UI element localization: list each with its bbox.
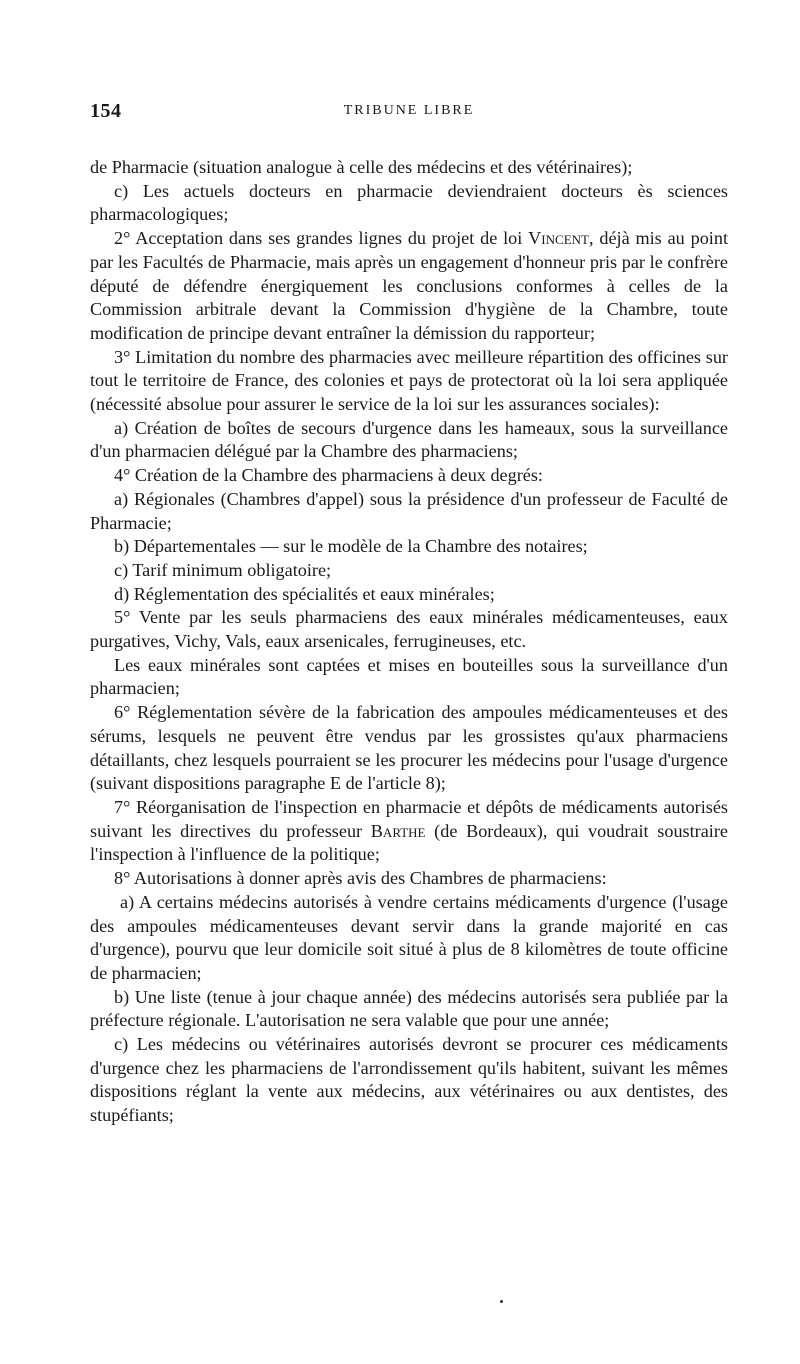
running-title: TRIBUNE LIBRE <box>343 103 475 118</box>
paragraph: 4° Création de la Chambre des pharmaciens à deux degrés: <box>114 465 543 486</box>
author-name: Vincent <box>528 228 589 249</box>
paragraph: b) Départementales — sur le modèle de la Chambre des notaires; <box>114 536 588 557</box>
paragraph: a) Régionales (Chambres d'appel) sous la présidence d'un professeur de Faculté de Pharmacie; <box>90 488 728 533</box>
author-name: Barthe <box>370 820 426 841</box>
print-speck <box>500 1300 503 1303</box>
paragraph: b) Une liste (tenue à jour chaque année) des médecins autorisés sera publiée par la préfecture régionale. L'autorisation ne sera valable que pour une année; <box>90 986 728 1031</box>
body-text <box>90 156 728 1128</box>
paragraph: 6° Réglementation sévère de la fabrication des ampoules médicamenteuses et des sérums, lesquels ne peuvent être vendus par les grossistes qu'aux pharmaciens détaillants, chez lesquels pourraient se les procurer les médecins pour l'usage d'urgence (suivant dispositions paragraphe E de l'article 8); <box>90 702 728 794</box>
paragraph: a) Création de boîtes de secours d'urgence dans les hameaux, sous la surveillance d'un pharmacien délégué par la Chambre des pharmaciens; <box>90 417 728 462</box>
paragraph: Les eaux minérales sont captées et mises en bouteilles sous la surveillance d'un pharmacien; <box>90 654 728 699</box>
page-header <box>90 100 728 130</box>
paragraph: 3° Limitation du nombre des pharmacies avec meilleure répartition des officines sur tout le territoire de France, des colonies et pays de protectorat où la loi sera appliquée (nécessité absolue pour assurer le service de la loi sur les assurances sociales): <box>90 346 728 415</box>
paragraph: c) Tarif minimum obligatoire; <box>114 559 332 580</box>
paragraph: de Pharmacie (situation analogue à celle des médecins et des vétérinaires); <box>90 157 633 177</box>
paragraph: c) Les médecins ou vétérinaires autorisés devront se procurer ces médicaments d'urgence chez les pharmaciens de l'arrondissement qu'ils habitent, suivant les mêmes dispositions réglant la vente aux médecins, aux vétérinaires ou aux dentistes, des stupéfiants; <box>90 1034 728 1126</box>
paragraph: 2° Acceptation dans ses grandes lignes du projet de loi Vincent, déjà mis au point par les Facultés de Pharmacie, mais après un engagement d'honneur pris par le confrère député de défendre énergiquement les conclusions conformes à celles de la Commission arbitrale devant la Commission d'hygiène de la Chambre, toute modification de principe devant entraîner la démission du rapporteur; <box>90 228 728 343</box>
paragraph: 8° Autorisations à donner après avis des Chambres de pharmaciens: <box>114 868 607 889</box>
paragraph: d) Réglementation des spécialités et eaux minérales; <box>114 583 495 604</box>
paragraph: 5° Vente par les seuls pharmaciens des eaux minérales médicamenteuses, eaux purgatives, Vichy, Vals, eaux arsenicales, ferrugineuses, etc. <box>90 607 728 652</box>
paragraph: 7° Réorganisation de l'inspection en pharmacie et dépôts de médicaments autorisés suivant les directives du professeur Barthe (de Bordeaux), qui voudrait soustraire l'inspection à l'influence de la politique; <box>90 796 728 865</box>
page-number: 154 <box>90 100 122 122</box>
paragraph: a) A certains médecins autorisés à vendre certains médicaments d'urgence (l'usage des ampoules médicamenteuses devant servir dans la grande majorité en cas d'urgence), pourvu que leur domicile soit situé à plus de 8 kilomètres de toute officine de pharmacien; <box>90 891 728 983</box>
paragraph: c) Les actuels docteurs en pharmacie deviendraient docteurs ès sciences pharmacologiques; <box>90 180 728 225</box>
